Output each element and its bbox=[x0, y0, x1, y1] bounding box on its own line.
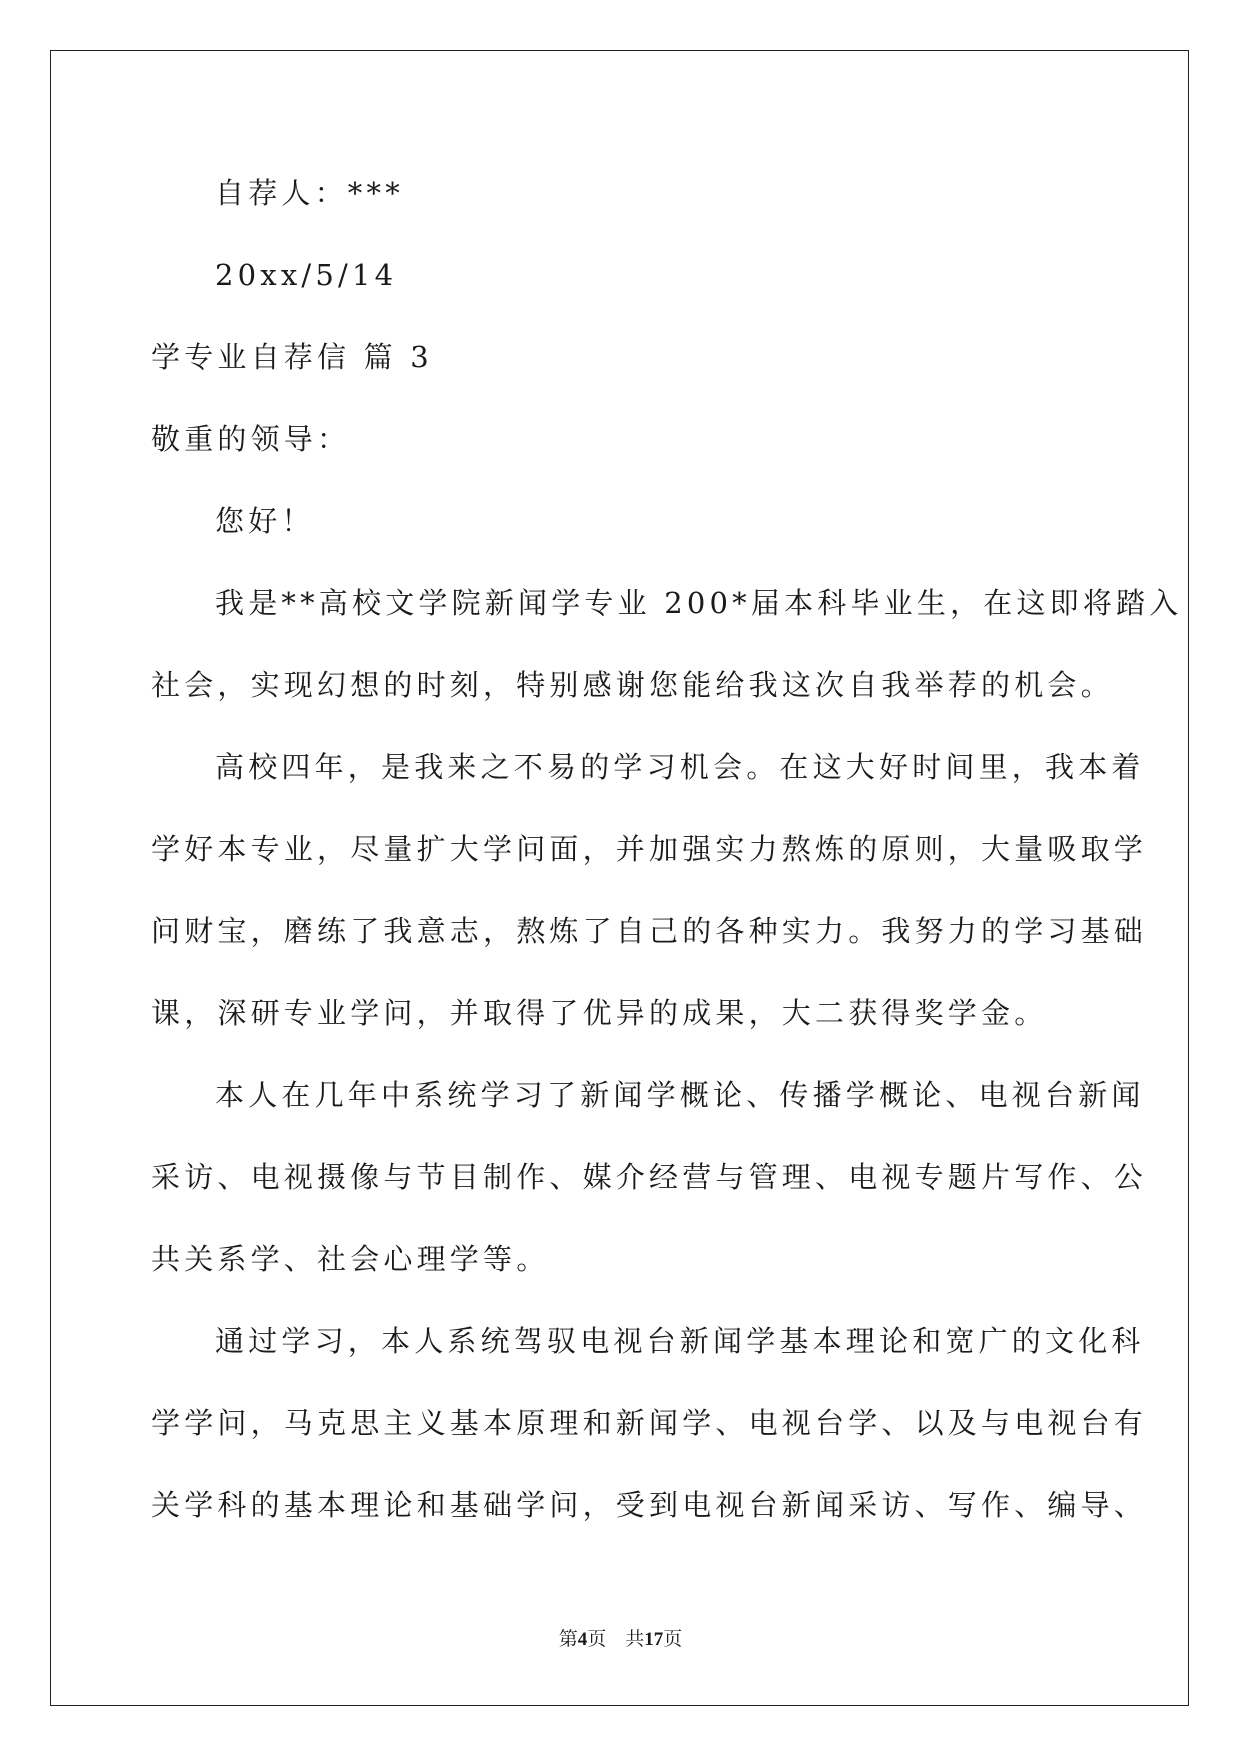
paragraph-line: 社会，实现幻想的时刻，特别感谢您能给我这次自我举荐的机会。 bbox=[151, 668, 1114, 702]
footer-page-suffix: 页 bbox=[587, 1629, 607, 1650]
paragraph-line: 通过学习，本人系统驾驭电视台新闻学基本理论和宽广的文化科 bbox=[215, 1324, 1145, 1358]
salutation: 敬重的领导： bbox=[151, 422, 351, 456]
section-heading: 学专业自荐信 篇 3 bbox=[151, 340, 433, 374]
paragraph-line: 我是**高校文学院新闻学专业 200*届本科毕业生，在这即将踏入 bbox=[215, 586, 1183, 620]
footer-total-suffix: 页 bbox=[663, 1629, 683, 1650]
paragraph-line: 高校四年，是我来之不易的学习机会。在这大好时间里，我本着 bbox=[215, 750, 1145, 784]
footer-total-prefix: 共 bbox=[625, 1629, 645, 1650]
paragraph-line: 学好本专业，尽量扩大学问面，并加强实力熬炼的原则，大量吸取学 bbox=[151, 832, 1148, 866]
current-page-number: 4 bbox=[577, 1629, 588, 1650]
paragraph-line: 关学科的基本理论和基础学问，受到电视台新闻采访、写作、编导、 bbox=[151, 1488, 1148, 1522]
paragraph-line: 学学问，马克思主义基本原理和新闻学、电视台学、以及与电视台有 bbox=[151, 1406, 1148, 1440]
page-footer bbox=[0, 1624, 1241, 1651]
paragraph-line: 本人在几年中系统学习了新闻学概论、传播学概论、电视台新闻 bbox=[215, 1078, 1145, 1112]
paragraph-line: 课，深研专业学问，并取得了优异的成果，大二获得奖学金。 bbox=[151, 996, 1048, 1030]
paragraph-line: 采访、电视摄像与节目制作、媒介经营与管理、电视专题片写作、公 bbox=[151, 1160, 1148, 1194]
signature-line: 自荐人：*** bbox=[215, 176, 404, 210]
greeting: 您好！ bbox=[215, 504, 315, 538]
paragraph-line: 问财宝，磨练了我意志，熬炼了自己的各种实力。我努力的学习基础 bbox=[151, 914, 1148, 948]
total-page-count: 17 bbox=[644, 1629, 664, 1650]
footer-prefix: 第 bbox=[558, 1629, 578, 1650]
paragraph-line: 共关系学、社会心理学等。 bbox=[151, 1242, 550, 1276]
date-line: 20xx/5/14 bbox=[215, 258, 398, 292]
